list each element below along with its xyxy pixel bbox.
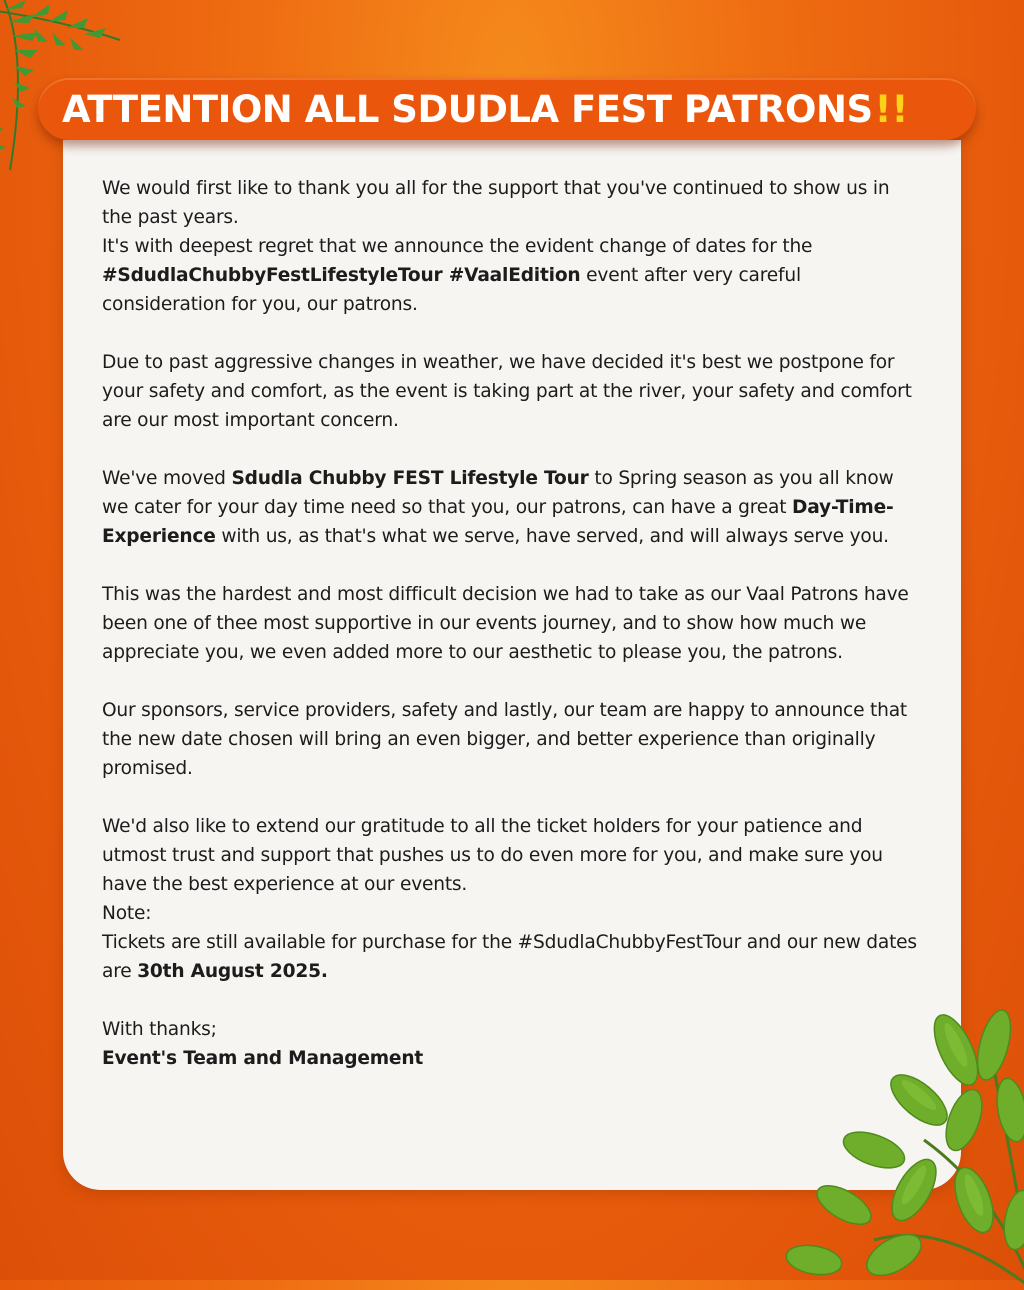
green-leaves-decoration	[694, 990, 1024, 1290]
paragraph-gratitude: We'd also like to extend our gratitude to all the ticket holders for your patience and utmost trust and support that pushes us to do even more for you, and make sure you have the best experience at our events.	[102, 816, 883, 895]
banner-exclamation: !!	[874, 87, 909, 131]
intro-thanks-text: We would first like to thank you all for the support that you've continued to show us in the past years.	[102, 178, 890, 228]
moved-text-start: We've moved	[102, 468, 232, 489]
paragraph-intro	[102, 174, 922, 319]
new-date: 30th August 2025.	[137, 961, 328, 982]
letter-body	[102, 174, 922, 1073]
paragraph-weather: Due to past aggressive changes in weather, we have decided it's best we postpone for your safety and comfort, as the event is taking part at the river, your safety and comfort are our most important concern.	[102, 352, 912, 431]
paragraph-sponsors: Our sponsors, service providers, safety and lastly, our team are happy to announce that the new date chosen will bring an even bigger, and better experience than originally promised.	[102, 700, 907, 779]
note-text: Tickets are still available for purchase for the #SdudlaChubbyFestTour and our new dates are	[102, 932, 917, 982]
moved-text-end: with us, as that's what we serve, have served, and will always serve you.	[215, 526, 889, 547]
paragraph-decision: This was the hardest and most difficult decision we had to take as our Vaal Patrons have been one of thee most supportive in our events journey, and to show how much we appreciate you, we even added more to our aesthetic to please you, the patrons.	[102, 584, 909, 663]
note-label: Note:	[102, 903, 152, 924]
closing-line: With thanks;	[102, 1019, 217, 1040]
intro-consideration-text: event after very careful consideration for you, our patrons.	[102, 265, 801, 315]
paragraph-moved	[102, 464, 922, 551]
moved-text-middle: to Spring season as you all know we cater for your day time need so that you, our patrons, can have a great	[102, 468, 894, 518]
event-hashtags: #SdudlaChubbyFestLifestyleTour #VaalEdition	[102, 265, 581, 286]
tour-name: Sdudla Chubby FEST Lifestyle Tour	[231, 468, 589, 489]
intro-regret-text: It's with deepest regret that we announce the evident change of dates for the	[102, 236, 813, 257]
day-time-experience: Day-Time-Experience	[102, 497, 894, 547]
paragraph-note	[102, 928, 922, 986]
banner-title: ATTENTION ALL SDUDLA FEST PATRONS	[62, 87, 873, 131]
signature-text: Event's Team and Management	[102, 1048, 424, 1069]
header-banner	[38, 78, 976, 140]
